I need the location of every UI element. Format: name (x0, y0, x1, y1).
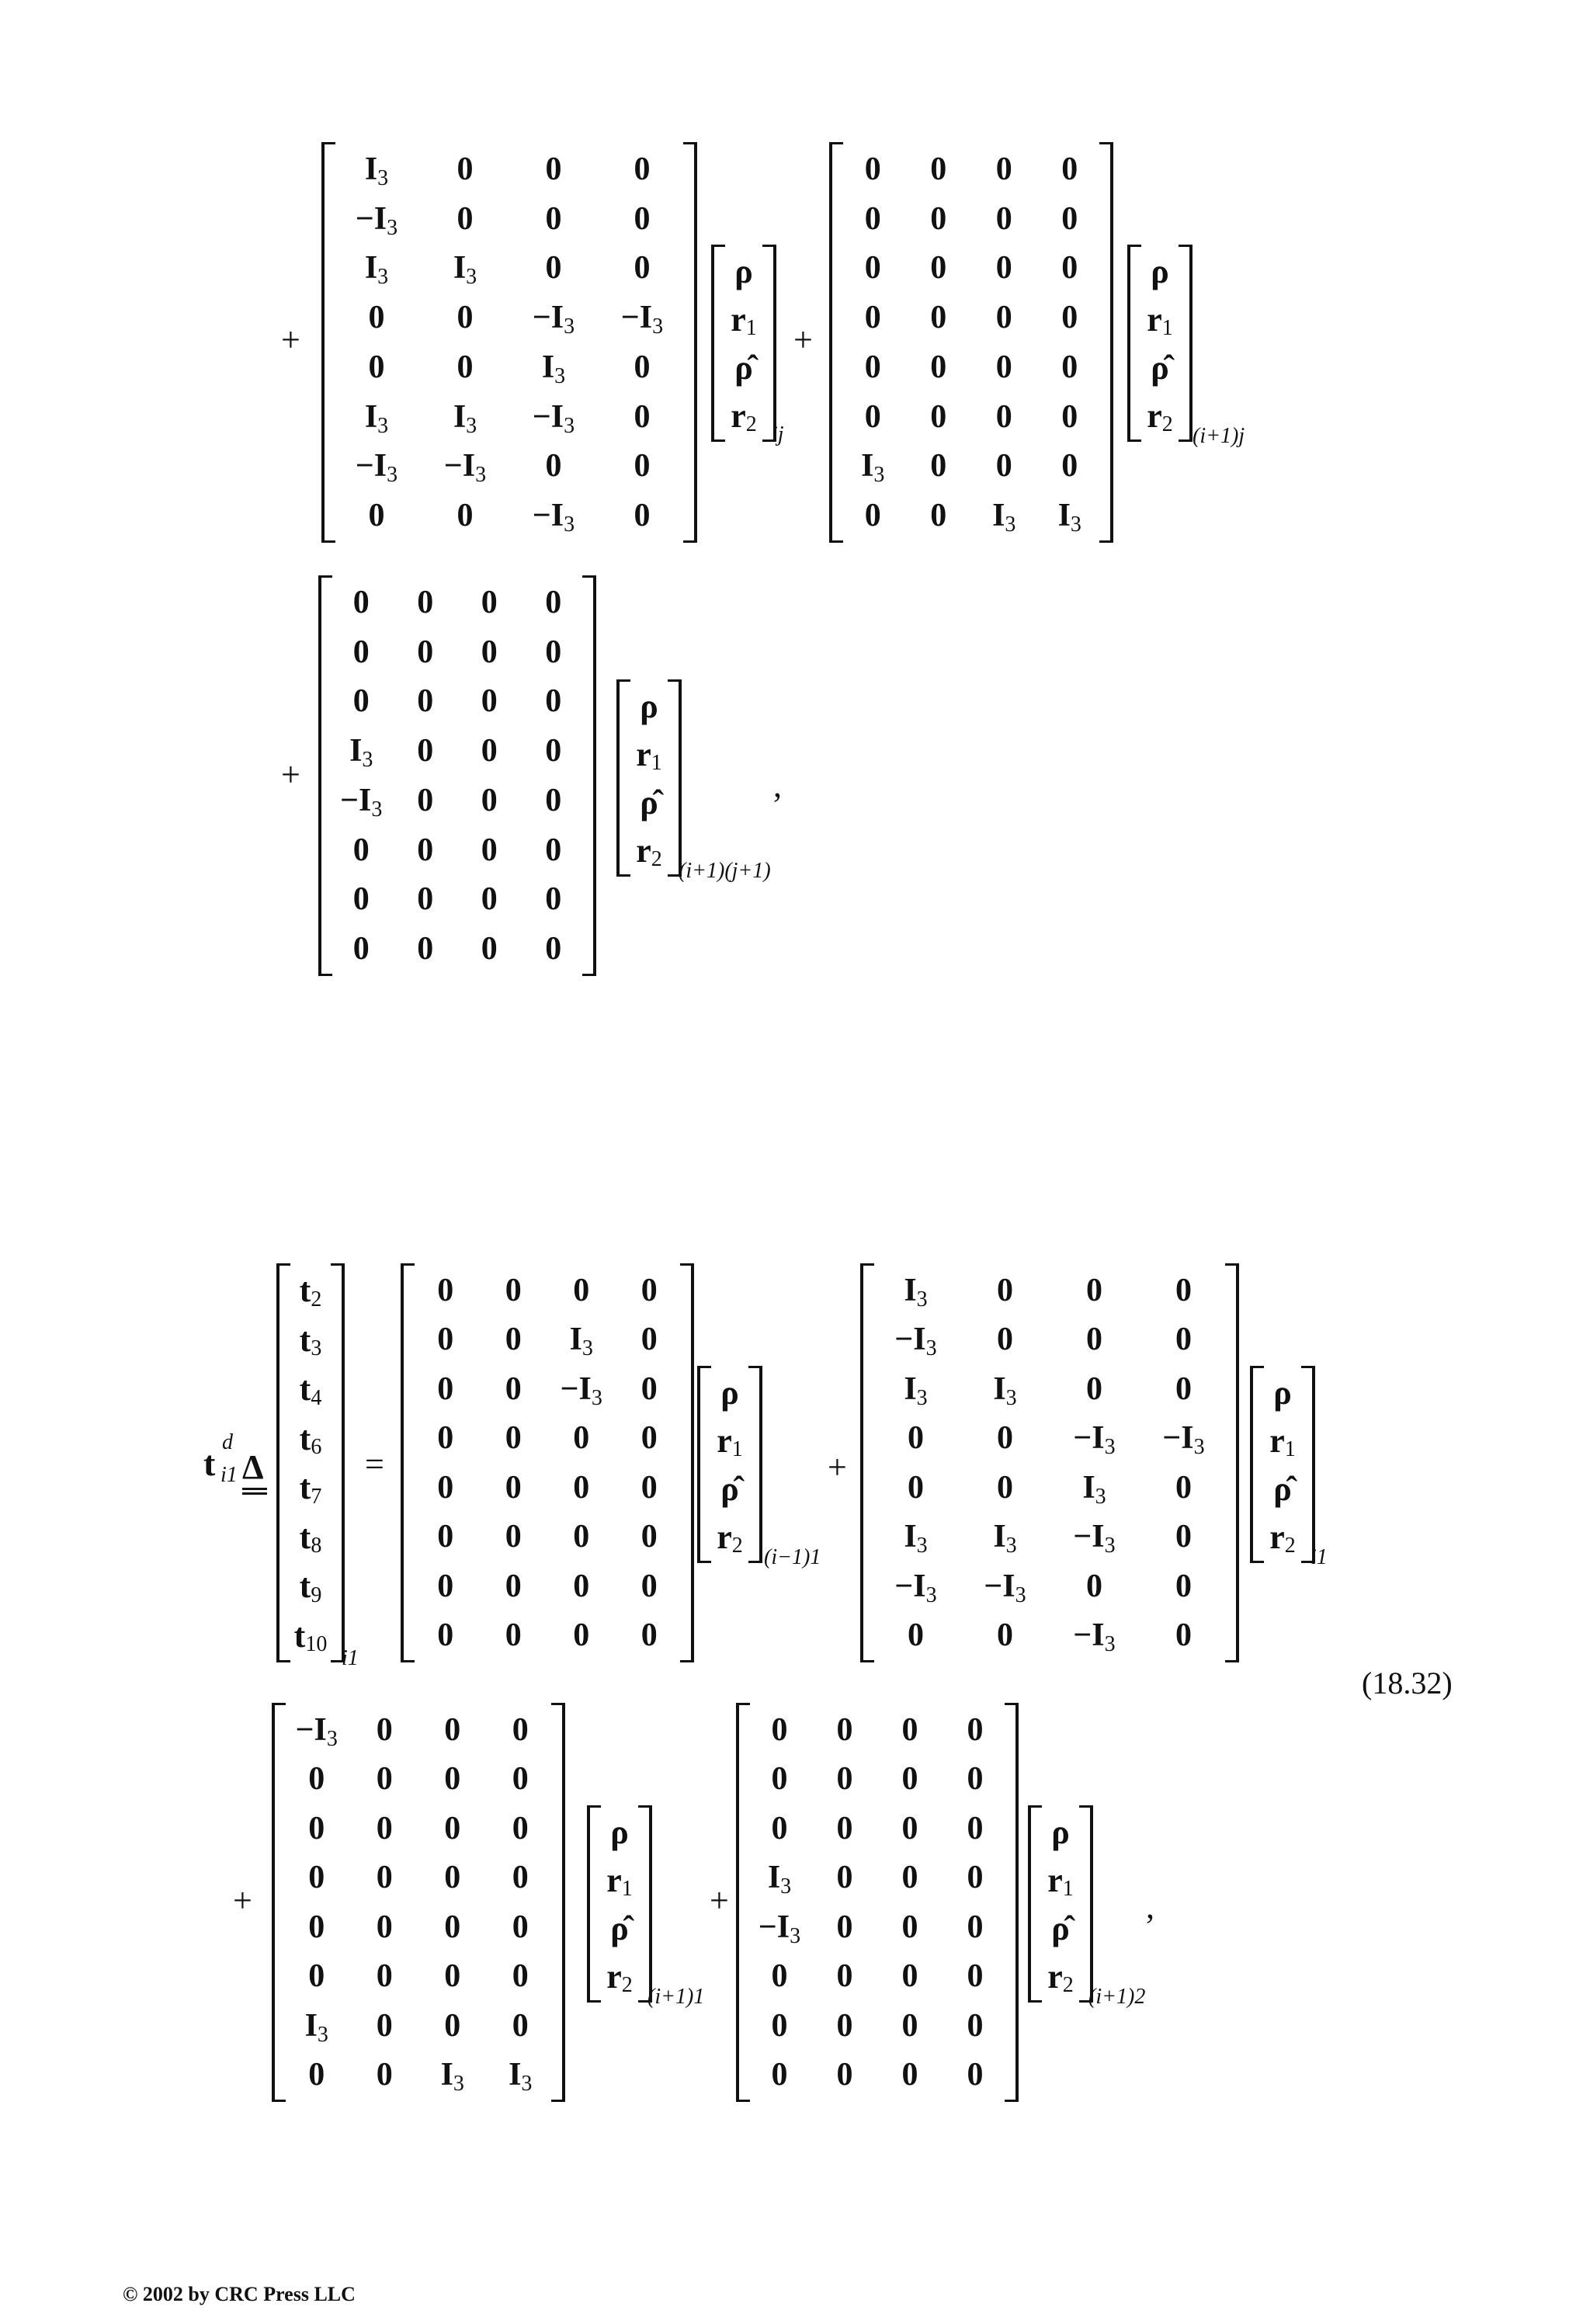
matrix-entry: 0 (457, 300, 474, 336)
vector-subscript: (i+1)(j+1) (679, 859, 771, 883)
vector-entry: r 2 (731, 396, 757, 436)
matrix-entry: I 3 (509, 2057, 533, 2096)
matrix-entry: −I 3 (355, 200, 398, 240)
matrix-entry: 0 (437, 1420, 454, 1457)
matrix-entry: 0 (308, 1810, 325, 1846)
matrix-entry: −I 3 (894, 1568, 937, 1607)
matrix-entry: 0 (930, 300, 947, 336)
vector-entry: ρ̂ (720, 1469, 739, 1508)
matrix-entry: 0 (1061, 151, 1078, 187)
matrix-entry: 0 (481, 881, 498, 918)
matrix-entry: 0 (505, 1469, 522, 1506)
vector-subscript: (i+1)2 (1088, 1985, 1146, 2009)
matrix-entry: 0 (308, 1909, 325, 1945)
vector-subscript: (i+1)j (1192, 424, 1245, 448)
vector-subscript: i1 (1311, 1545, 1328, 1569)
matrix (332, 144, 686, 540)
matrix-entry: 0 (930, 349, 947, 385)
vector-entry: r 1 (717, 1421, 743, 1461)
matrix-entry: 0 (352, 931, 370, 967)
matrix-entry: 0 (1061, 398, 1078, 435)
vector-entry: ρ̂ (1151, 348, 1169, 387)
matrix-entry: 0 (836, 1958, 853, 1995)
matrix-entry: I 3 (541, 349, 566, 388)
matrix-entry: 0 (995, 151, 1012, 187)
matrix-entry: 0 (1061, 300, 1078, 336)
matrix-entry: I 3 (453, 250, 477, 290)
matrix-entry: 0 (545, 881, 562, 918)
matrix-entry: 0 (1086, 1370, 1102, 1407)
matrix-entry: 0 (908, 1469, 924, 1506)
matrix-entry: 0 (573, 1420, 590, 1457)
matrix-entry: 0 (505, 1370, 522, 1407)
matrix-entry: 0 (573, 1617, 590, 1654)
plus-sign: + (710, 1881, 729, 1919)
matrix-entry: 0 (641, 1272, 658, 1308)
t-vector-subscript: i1 (342, 1646, 359, 1670)
matrix-entry: 0 (512, 1810, 529, 1846)
matrix-entry: 0 (930, 398, 947, 435)
plus-sign: + (233, 1881, 252, 1919)
matrix-entry: −I 3 (532, 398, 575, 438)
matrix-entry: 0 (573, 1272, 590, 1308)
matrix-entry: 0 (437, 1272, 454, 1308)
matrix-entry: 0 (967, 2057, 984, 2093)
matrix-entry: 0 (1175, 1272, 1192, 1308)
vector-rho-r (627, 682, 671, 874)
vector-entry: ρ (610, 1812, 629, 1851)
matrix-entry: 0 (512, 1711, 529, 1748)
matrix-entry: 0 (995, 200, 1012, 237)
matrix-entry: 0 (967, 1909, 984, 1945)
matrix-entry: 0 (505, 1420, 522, 1457)
matrix-entry: −I 3 (894, 1322, 937, 1361)
matrix-entry: 0 (512, 2007, 529, 2044)
matrix-entry: 0 (967, 1958, 984, 1995)
vector-entry: ρ (640, 686, 658, 725)
matrix-entry: 0 (457, 151, 474, 187)
matrix-entry: 0 (376, 1711, 393, 1748)
matrix-entry: 0 (545, 683, 562, 720)
matrix-entry: 0 (836, 1860, 853, 1896)
vector-entry: ρ (1051, 1812, 1070, 1851)
matrix-entry: 0 (930, 200, 947, 237)
matrix-entry: I 3 (364, 151, 389, 190)
matrix-entry: 0 (481, 931, 498, 967)
matrix-entry: 0 (641, 1617, 658, 1654)
matrix-entry: I 3 (364, 250, 389, 290)
matrix-entry: 0 (1086, 1322, 1102, 1358)
matrix-entry: 0 (967, 1711, 984, 1748)
matrix-entry: 0 (376, 1810, 393, 1846)
matrix-entry: 0 (836, 1711, 853, 1748)
vector-rho-r (722, 247, 765, 439)
vector-entry: t 8 (299, 1517, 322, 1558)
matrix-entry: 0 (481, 832, 498, 868)
matrix-entry: 0 (771, 2007, 788, 2044)
matrix-entry: 0 (437, 1469, 454, 1506)
matrix-entry: 0 (437, 1617, 454, 1654)
matrix-entry: 0 (864, 300, 881, 336)
matrix-entry: 0 (417, 584, 434, 620)
matrix-entry: 0 (864, 151, 881, 187)
vector-entry: ρ (720, 1373, 739, 1412)
matrix-entry: 0 (930, 498, 947, 534)
matrix-entry: 0 (505, 1617, 522, 1654)
matrix-entry: 0 (545, 448, 562, 485)
matrix-entry: 0 (512, 1761, 529, 1798)
matrix (840, 144, 1102, 540)
matrix-entry: 0 (1061, 349, 1078, 385)
vector-entry: r 1 (606, 1860, 633, 1901)
matrix-entry: 0 (417, 683, 434, 720)
equation-number: (18.32) (1362, 1666, 1453, 1700)
matrix-entry: 0 (771, 2057, 788, 2093)
matrix-entry: 0 (901, 1810, 918, 1846)
matrix-entry: 0 (864, 398, 881, 435)
matrix-entry: I 3 (349, 733, 373, 773)
matrix-entry: 0 (997, 1322, 1013, 1358)
matrix-entry: 0 (481, 782, 498, 818)
vector-entry: ρ (734, 252, 753, 290)
matrix-entry: 0 (836, 2007, 853, 2044)
matrix-entry: 0 (1175, 1322, 1192, 1358)
matrix-entry: 0 (908, 1617, 924, 1654)
matrix-entry: 0 (930, 448, 947, 485)
matrix-entry: 0 (901, 2007, 918, 2044)
matrix-entry: 0 (444, 1711, 461, 1748)
matrix-entry: 0 (930, 250, 947, 287)
definition-symbol: Δ (242, 1447, 264, 1487)
matrix-entry: 0 (352, 584, 370, 620)
matrix (871, 1266, 1228, 1660)
matrix-entry: −I 3 (532, 300, 575, 339)
matrix-entry: 0 (967, 1810, 984, 1846)
matrix-entry: 0 (864, 200, 881, 237)
matrix-entry: 0 (376, 1761, 393, 1798)
matrix-entry: 0 (437, 1322, 454, 1358)
matrix-entry: I 3 (993, 1370, 1017, 1410)
matrix-entry: 0 (901, 1909, 918, 1945)
vector-entry: ρ̂ (1273, 1469, 1292, 1508)
matrix-entry: −I 3 (620, 300, 664, 339)
matrix-entry: I 3 (440, 2057, 464, 2096)
vector-entry: ρ̂ (1051, 1909, 1070, 1947)
vector-entry: r 1 (1047, 1860, 1074, 1901)
vector-entry: r 2 (1269, 1517, 1296, 1558)
matrix-entry: 0 (836, 1810, 853, 1846)
matrix-entry: 0 (481, 733, 498, 769)
vector-subscript: (i−1)1 (764, 1545, 821, 1569)
matrix-entry: 0 (376, 2057, 393, 2093)
matrix-entry: −I 3 (1073, 1617, 1116, 1657)
matrix-entry: 0 (573, 1519, 590, 1555)
matrix (747, 1705, 1008, 2100)
matrix-entry: 0 (368, 498, 385, 534)
matrix-entry: 0 (641, 1568, 658, 1604)
lhs-symbol: t d i1 (203, 1430, 238, 1487)
matrix-entry: 0 (417, 931, 434, 967)
matrix-entry: 0 (901, 1958, 918, 1995)
vector-entry: t 9 (299, 1567, 322, 1607)
vector-rho-r (598, 1808, 641, 2000)
matrix-entry: −I 3 (1162, 1420, 1205, 1460)
vector-entry: t 7 (299, 1468, 322, 1509)
matrix-entry: −I 3 (532, 498, 575, 537)
matrix-entry: 0 (545, 634, 562, 670)
matrix-entry: 0 (545, 200, 562, 237)
matrix-entry: 0 (444, 2007, 461, 2044)
matrix-entry: 0 (545, 584, 562, 620)
matrix-entry: 0 (997, 1272, 1013, 1308)
matrix-entry: 0 (864, 250, 881, 287)
matrix-entry: 0 (967, 1761, 984, 1798)
matrix-entry: 0 (352, 881, 370, 918)
vector-entry: ρ̂ (734, 348, 753, 387)
vector-entry: r 1 (1269, 1421, 1296, 1461)
matrix-entry: 0 (1175, 1519, 1192, 1555)
matrix-entry: 0 (505, 1519, 522, 1555)
vector-entry: t 3 (299, 1320, 322, 1361)
matrix-entry: 0 (641, 1469, 658, 1506)
vector-subscript: (i+1)1 (647, 1985, 705, 2009)
matrix-entry: 0 (512, 1909, 529, 1945)
matrix-entry: I 3 (992, 498, 1016, 537)
matrix-entry: 0 (634, 398, 651, 435)
matrix-entry: 0 (417, 634, 434, 670)
matrix-entry: 0 (641, 1420, 658, 1457)
matrix (411, 1266, 683, 1660)
vector-entry: t 2 (299, 1271, 322, 1311)
matrix-entry: 0 (641, 1370, 658, 1407)
matrix-entry: 0 (376, 1860, 393, 1896)
matrix-entry: 0 (634, 250, 651, 287)
matrix-entry: 0 (967, 2007, 984, 2044)
matrix-entry: 0 (444, 1810, 461, 1846)
matrix-entry: 0 (417, 832, 434, 868)
matrix-entry: 0 (437, 1568, 454, 1604)
vector-entry: r 1 (1147, 300, 1173, 340)
matrix-entry: 0 (634, 151, 651, 187)
matrix-entry: 0 (505, 1322, 522, 1358)
matrix-entry: 0 (1175, 1568, 1192, 1604)
matrix-entry: 0 (901, 1860, 918, 1896)
vector-entry: ρ (1151, 252, 1169, 290)
plus-sign: + (828, 1448, 847, 1486)
vector-entry: r 1 (731, 300, 757, 340)
matrix-entry: 0 (771, 1958, 788, 1995)
vector-rho-r (708, 1368, 752, 1561)
matrix-entry: 0 (1175, 1617, 1192, 1654)
matrix (329, 578, 585, 974)
matrix-entry: 0 (836, 2057, 853, 2093)
matrix-entry: 0 (771, 1810, 788, 1846)
matrix-entry: 0 (995, 448, 1012, 485)
matrix-entry: 0 (512, 1860, 529, 1896)
matrix-entry: −I 3 (984, 1568, 1026, 1607)
vector-entry: r 2 (1147, 396, 1173, 436)
matrix-entry: I 3 (364, 398, 389, 438)
matrix-entry: 0 (864, 349, 881, 385)
matrix-entry: I 3 (904, 1370, 928, 1410)
vector-entry: ρ (1273, 1373, 1292, 1412)
matrix-entry: 0 (1175, 1469, 1192, 1506)
vector-entry: r 2 (717, 1517, 743, 1558)
vector-entry: r 2 (636, 831, 662, 871)
matrix-entry: 0 (376, 2007, 393, 2044)
matrix-entry: 0 (967, 1860, 984, 1896)
trailing-comma: , (1146, 1888, 1154, 1926)
vector-rho-r (1138, 247, 1182, 439)
vector-entry: t 10 (293, 1616, 328, 1657)
matrix-entry: −I 3 (758, 1909, 801, 1948)
matrix-entry: I 3 (569, 1322, 593, 1361)
matrix-entry: 0 (573, 1469, 590, 1506)
matrix-entry: 0 (545, 782, 562, 818)
matrix-entry: 0 (368, 300, 385, 336)
vector-entry: ρ̂ (640, 783, 658, 822)
matrix-entry: 0 (995, 250, 1012, 287)
matrix-entry: 0 (368, 349, 385, 385)
matrix-entry: 0 (864, 498, 881, 534)
matrix-entry: 0 (901, 1711, 918, 1748)
vector-entry: t 4 (299, 1370, 322, 1410)
matrix-entry: 0 (1061, 200, 1078, 237)
matrix-entry: 0 (641, 1322, 658, 1358)
matrix-entry: 0 (634, 349, 651, 385)
matrix-entry: −I 3 (355, 448, 398, 488)
matrix-entry: 0 (634, 448, 651, 485)
matrix-entry: 0 (481, 584, 498, 620)
matrix-entry: 0 (505, 1272, 522, 1308)
vector-entry: r 2 (606, 1957, 633, 1997)
matrix-entry: 0 (457, 200, 474, 237)
matrix-entry: 0 (901, 2057, 918, 2093)
matrix-entry: 0 (376, 1909, 393, 1945)
matrix-entry: −I 3 (1073, 1420, 1116, 1460)
matrix-entry: 0 (1061, 250, 1078, 287)
matrix-entry: I 3 (767, 1860, 792, 1899)
matrix-entry: −I 3 (340, 782, 383, 822)
matrix-entry: 0 (444, 1909, 461, 1945)
matrix-entry: −I 3 (1073, 1519, 1116, 1558)
vector-entry: r 1 (636, 735, 662, 775)
matrix-entry: 0 (836, 1909, 853, 1945)
matrix-entry: 0 (995, 398, 1012, 435)
matrix-entry: 0 (308, 1958, 325, 1995)
matrix-entry: 0 (995, 300, 1012, 336)
matrix-entry: I 3 (1057, 498, 1081, 537)
plus-sign: + (281, 321, 300, 359)
matrix-entry: 0 (634, 498, 651, 534)
matrix-entry: 0 (545, 151, 562, 187)
matrix-entry: 0 (352, 634, 370, 670)
matrix-entry: 0 (1086, 1272, 1102, 1308)
trailing-comma: , (773, 766, 782, 804)
matrix-entry: I 3 (904, 1272, 928, 1311)
matrix-entry: −I 3 (443, 448, 487, 488)
matrix-entry: 0 (417, 782, 434, 818)
matrix-entry: 0 (457, 349, 474, 385)
matrix-entry: 0 (437, 1519, 454, 1555)
matrix-entry: I 3 (904, 1519, 928, 1558)
matrix-entry: 0 (771, 1761, 788, 1798)
matrix-entry: 0 (901, 1761, 918, 1798)
matrix-entry: 0 (545, 832, 562, 868)
matrix-entry: I 3 (861, 448, 885, 488)
matrix-entry: 0 (771, 1711, 788, 1748)
matrix-entry: 0 (352, 832, 370, 868)
matrix-entry: 0 (997, 1469, 1013, 1506)
vector-rho-r (1039, 1808, 1082, 2000)
matrix-entry: 0 (545, 250, 562, 287)
matrix-entry: 0 (352, 683, 370, 720)
matrix-entry: 0 (545, 931, 562, 967)
vector-subscript: ij (772, 422, 784, 446)
matrix-entry: 0 (308, 1860, 325, 1896)
matrix-entry: 0 (997, 1617, 1013, 1654)
matrix-entry: 0 (308, 2057, 325, 2093)
vector-entry: t 6 (299, 1419, 322, 1460)
matrix-entry: −I 3 (295, 1711, 338, 1751)
matrix-entry: 0 (1175, 1370, 1192, 1407)
matrix-entry: I 3 (1082, 1469, 1106, 1509)
matrix-entry: I 3 (993, 1519, 1017, 1558)
matrix-entry: 0 (437, 1370, 454, 1407)
plus-sign: + (793, 321, 813, 359)
matrix-entry: 0 (417, 733, 434, 769)
matrix-entry: 0 (930, 151, 947, 187)
matrix-entry: 0 (634, 200, 651, 237)
copyright-footer: © 2002 by CRC Press LLC (123, 2283, 356, 2305)
matrix-entry: 0 (545, 733, 562, 769)
vector-rho-r (1261, 1368, 1304, 1561)
matrix-entry: 0 (444, 1761, 461, 1798)
matrix-entry: 0 (444, 1958, 461, 1995)
matrix-entry: 0 (308, 1761, 325, 1798)
matrix-entry: 0 (444, 1860, 461, 1896)
plus-sign: + (281, 756, 300, 794)
equals-sign: = (365, 1445, 384, 1483)
matrix-entry: 0 (1086, 1568, 1102, 1604)
matrix-entry: −I 3 (560, 1370, 602, 1410)
matrix-entry: 0 (512, 1958, 529, 1995)
matrix-entry: 0 (376, 1958, 393, 1995)
matrix-entry: 0 (997, 1420, 1013, 1457)
matrix-entry: 0 (908, 1420, 924, 1457)
matrix-entry: 0 (995, 349, 1012, 385)
matrix-entry: 0 (481, 634, 498, 670)
matrix-entry: 0 (481, 683, 498, 720)
matrix-entry: 0 (505, 1568, 522, 1604)
t-vector (287, 1266, 334, 1660)
matrix-entry: 0 (417, 881, 434, 918)
matrix-entry: 0 (641, 1519, 658, 1555)
matrix-entry: I 3 (453, 398, 477, 438)
matrix-entry: 0 (457, 498, 474, 534)
matrix-entry: 0 (1061, 448, 1078, 485)
matrix (283, 1705, 554, 2100)
vector-entry: r 2 (1047, 1957, 1074, 1997)
matrix-entry: 0 (836, 1761, 853, 1798)
vector-entry: ρ̂ (610, 1909, 629, 1947)
matrix-entry: 0 (573, 1568, 590, 1604)
matrix-entry: I 3 (304, 2007, 328, 2047)
